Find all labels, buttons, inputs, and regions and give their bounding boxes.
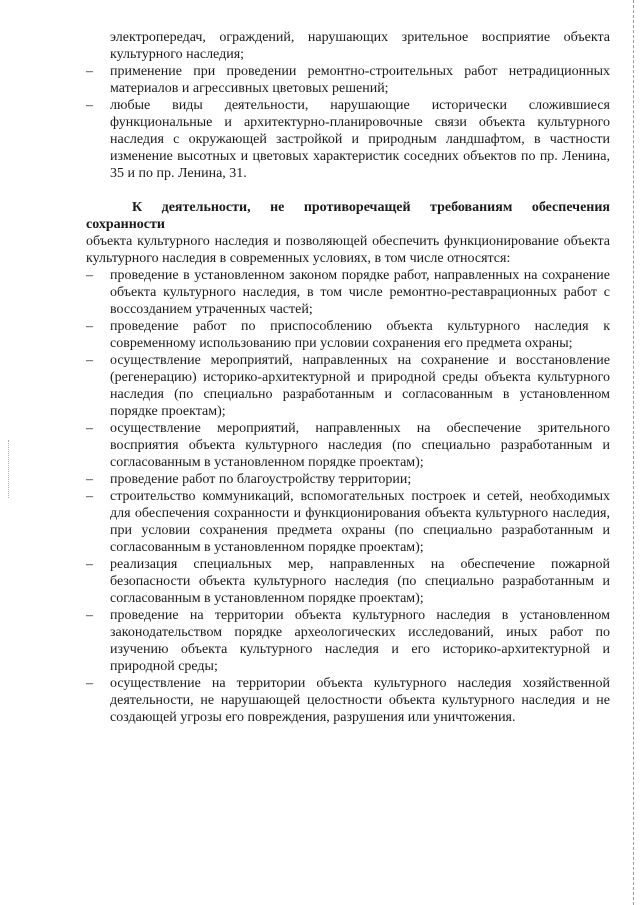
list-item [86,675,610,726]
dash-bullet: – [86,421,93,436]
list-item [86,97,610,182]
list-item-text: проведение на территории объекта культурного наследия в установленном законодательством порядке археологических исследований, иных работ по изучению объекта культурного наследия и его историко-архитектурной и природной среды; [110,608,610,674]
dash-bullet: – [86,268,93,283]
list-item [86,352,610,420]
list-item-text: применение при проведении ремонтно-строительных работ нетрадиционных материалов и агрессивных цветовых решений; [110,64,610,96]
dash-bullet: – [86,557,93,572]
list-item [86,318,610,352]
list-item-text: строительство коммуникаций, вспомогательных построек и сетей, необходимых для обеспечения сохранности и функционирования объекта культурного наследия, при условии сохранения предмета охраны (по специально разработанным и согласованным в установленном порядке проектам); [110,489,610,555]
continued-list-item: электропередач, ограждений, нарушающих зрительное восприятие объекта культурного наследия; [110,30,610,62]
scan-margin-mark [8,440,9,498]
paragraph-gap [86,182,610,199]
list-item-text: проведение работ по благоустройству территории; [110,472,412,487]
list-item-text: осуществление мероприятий, направленных на сохранение и восстановление (регенерацию) историко-архитектурной и природной среды объекта культурного наследия (по специально разработанным и согласованным в установленном порядке проектам); [110,353,610,419]
section-heading: К деятельности, не противоречащей требованиям обеспечения сохранности [86,200,610,232]
list-item [86,607,610,675]
dash-bullet: – [86,472,93,487]
dash-bullet: – [86,608,93,623]
list-item [86,488,610,556]
dash-bullet: – [86,489,93,504]
list-item-text: проведение в установленном законом порядке работ, направленных на сохранение объекта культурного наследия, в том числе ремонтно-реставрационных работ с воссозданием утраченных частей; [110,268,610,317]
dash-bullet: – [86,676,93,691]
list-item [86,471,610,488]
list-item-text: любые виды деятельности, нарушающие исторически сложившиеся функциональные и архитектурно-планировочные связи объекта культурного наследия с окружающей застройкой и природным ландшафтом, в частности изменение высотных и цветовых характеристик соседних объектов по пр. Ленина, 35 и по пр. Ленина, 31. [110,98,610,181]
list-item [86,556,610,607]
document-body [86,29,610,726]
list-item [86,420,610,471]
list-item-text: осуществление мероприятий, направленных на обеспечение зрительного восприятия объекта культурного наследия (по специально разработанным и согласованным в установленном порядке проектам); [110,421,610,470]
intro-paragraph: объекта культурного наследия и позволяющей обеспечить функционирование объекта культурного наследия в современных условиях, в том числе относятся: [86,234,610,266]
list-item-text: проведение работ по приспособлению объекта культурного наследия к современному использованию при условии сохранения его предмета охраны; [110,319,610,351]
scan-edge-line [633,0,634,905]
dash-bullet: – [86,98,93,113]
list-item-text: осуществление на территории объекта культурного наследия хозяйственной деятельности, не нарушающей целостности объекта культурного наследия и не создающей угрозы его повреждения, разрушения или уничтожения. [110,676,610,725]
dash-bullet: – [86,64,93,79]
list-item-text: реализация специальных мер, направленных на обеспечение пожарной безопасности объекта культурного наследия (по специально разработанным и согласованным в установленном порядке проектам); [110,557,610,606]
dash-bullet: – [86,319,93,334]
list-item [86,63,610,97]
dash-bullet: – [86,353,93,368]
list-item [86,267,610,318]
